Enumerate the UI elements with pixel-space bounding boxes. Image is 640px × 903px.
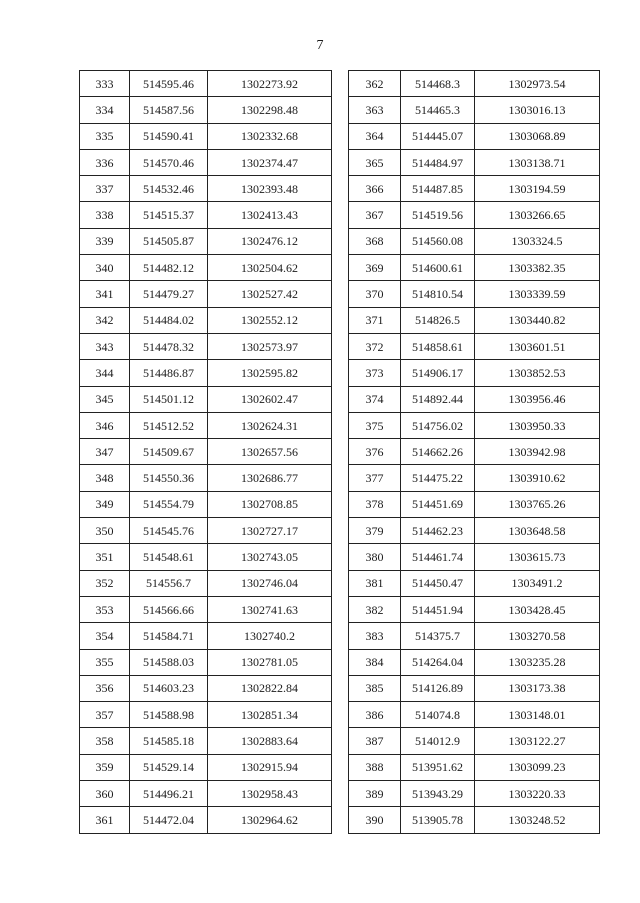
point-number-cell: 383 [349,623,401,649]
table-row [349,412,600,438]
x-coordinate-cell: 514501.12 [130,386,208,412]
x-coordinate-cell: 514505.87 [130,228,208,254]
point-number-cell: 368 [349,228,401,254]
y-coordinate-cell: 1303852.53 [475,360,600,386]
x-coordinate-cell: 514450.47 [401,570,475,596]
table-row [349,518,600,544]
y-coordinate-cell: 1302743.05 [208,544,332,570]
point-number-cell: 374 [349,386,401,412]
table-row [349,71,600,97]
table-row [80,439,332,465]
y-coordinate-cell: 1302958.43 [208,781,332,807]
point-number-cell: 340 [80,255,130,281]
y-coordinate-cell: 1302573.97 [208,333,332,359]
y-coordinate-cell: 1302527.42 [208,281,332,307]
y-coordinate-cell: 1302595.82 [208,360,332,386]
y-coordinate-cell: 1303266.65 [475,202,600,228]
table-row [80,702,332,728]
x-coordinate-cell: 514532.46 [130,176,208,202]
y-coordinate-cell: 1302393.48 [208,176,332,202]
y-coordinate-cell: 1303428.45 [475,596,600,622]
point-number-cell: 390 [349,807,401,833]
y-coordinate-cell: 1303491.2 [475,570,600,596]
table-row [80,281,332,307]
coordinate-table-right [348,70,600,834]
point-number-cell: 386 [349,702,401,728]
table-row [80,675,332,701]
point-number-cell: 387 [349,728,401,754]
table-row [80,71,332,97]
x-coordinate-cell: 514126.89 [401,675,475,701]
point-number-cell: 338 [80,202,130,228]
point-number-cell: 358 [80,728,130,754]
x-coordinate-cell: 514529.14 [130,754,208,780]
point-number-cell: 348 [80,465,130,491]
point-number-cell: 337 [80,176,130,202]
x-coordinate-cell: 514445.07 [401,123,475,149]
x-coordinate-cell: 514560.08 [401,228,475,254]
point-number-cell: 382 [349,596,401,622]
point-number-cell: 361 [80,807,130,833]
x-coordinate-cell: 513905.78 [401,807,475,833]
y-coordinate-cell: 1303765.26 [475,491,600,517]
y-coordinate-cell: 1302964.62 [208,807,332,833]
point-number-cell: 362 [349,71,401,97]
table-row [80,623,332,649]
point-number-cell: 371 [349,307,401,333]
point-number-cell: 373 [349,360,401,386]
x-coordinate-cell: 514590.41 [130,123,208,149]
x-coordinate-cell: 514264.04 [401,649,475,675]
y-coordinate-cell: 1302624.31 [208,412,332,438]
y-coordinate-cell: 1303615.73 [475,544,600,570]
x-coordinate-cell: 514486.87 [130,360,208,386]
table-row [80,97,332,123]
table-row [349,360,600,386]
x-coordinate-cell: 514487.85 [401,176,475,202]
y-coordinate-cell: 1302332.68 [208,123,332,149]
point-number-cell: 352 [80,570,130,596]
x-coordinate-cell: 514451.94 [401,596,475,622]
x-coordinate-cell: 514548.61 [130,544,208,570]
point-number-cell: 366 [349,176,401,202]
coordinate-table-left [79,70,332,834]
x-coordinate-cell: 514566.66 [130,596,208,622]
table-row [349,675,600,701]
x-coordinate-cell: 514906.17 [401,360,475,386]
x-coordinate-cell: 514509.67 [130,439,208,465]
table-row [80,544,332,570]
table-row [349,333,600,359]
point-number-cell: 360 [80,781,130,807]
y-coordinate-cell: 1302602.47 [208,386,332,412]
y-coordinate-cell: 1302740.2 [208,623,332,649]
y-coordinate-cell: 1303440.82 [475,307,600,333]
table-row [349,176,600,202]
y-coordinate-cell: 1303248.52 [475,807,600,833]
point-number-cell: 342 [80,307,130,333]
x-coordinate-cell: 514858.61 [401,333,475,359]
point-number-cell: 335 [80,123,130,149]
point-number-cell: 377 [349,465,401,491]
point-number-cell: 384 [349,649,401,675]
table-row [80,596,332,622]
x-coordinate-cell: 514462.23 [401,518,475,544]
point-number-cell: 389 [349,781,401,807]
table-row [349,491,600,517]
x-coordinate-cell: 514461.74 [401,544,475,570]
x-coordinate-cell: 514588.03 [130,649,208,675]
point-number-cell: 357 [80,702,130,728]
table-row [80,149,332,175]
x-coordinate-cell: 514545.76 [130,518,208,544]
y-coordinate-cell: 1303601.51 [475,333,600,359]
y-coordinate-cell: 1303068.89 [475,123,600,149]
point-number-cell: 372 [349,333,401,359]
table-row [349,570,600,596]
table-row [80,202,332,228]
point-number-cell: 379 [349,518,401,544]
x-coordinate-cell: 514519.56 [401,202,475,228]
table-row [80,123,332,149]
x-coordinate-cell: 514074.8 [401,702,475,728]
x-coordinate-cell: 514465.3 [401,97,475,123]
x-coordinate-cell: 514475.22 [401,465,475,491]
x-coordinate-cell: 514600.61 [401,255,475,281]
table-row [80,333,332,359]
point-number-cell: 356 [80,675,130,701]
x-coordinate-cell: 514482.12 [130,255,208,281]
y-coordinate-cell: 1302686.77 [208,465,332,491]
x-coordinate-cell: 514478.32 [130,333,208,359]
table-row [349,123,600,149]
table-row [80,307,332,333]
x-coordinate-cell: 514584.71 [130,623,208,649]
y-coordinate-cell: 1303270.58 [475,623,600,649]
y-coordinate-cell: 1302973.54 [475,71,600,97]
table-row [80,228,332,254]
x-coordinate-cell: 514375.7 [401,623,475,649]
y-coordinate-cell: 1303942.98 [475,439,600,465]
y-coordinate-cell: 1303910.62 [475,465,600,491]
x-coordinate-cell: 514810.54 [401,281,475,307]
point-number-cell: 341 [80,281,130,307]
table-row [80,360,332,386]
table-row [349,649,600,675]
point-number-cell: 375 [349,412,401,438]
y-coordinate-cell: 1302708.85 [208,491,332,517]
table-row [80,649,332,675]
table-row [349,439,600,465]
table-row [349,149,600,175]
x-coordinate-cell: 514012.9 [401,728,475,754]
y-coordinate-cell: 1302298.48 [208,97,332,123]
table-row [80,255,332,281]
table-row [349,623,600,649]
y-coordinate-cell: 1303138.71 [475,149,600,175]
point-number-cell: 343 [80,333,130,359]
table-row [80,754,332,780]
table-row [80,176,332,202]
table-row [80,491,332,517]
x-coordinate-cell: 514468.3 [401,71,475,97]
y-coordinate-cell: 1303235.28 [475,649,600,675]
point-number-cell: 381 [349,570,401,596]
table-row [349,596,600,622]
point-number-cell: 369 [349,255,401,281]
table-row [349,807,600,833]
point-number-cell: 347 [80,439,130,465]
point-number-cell: 336 [80,149,130,175]
point-number-cell: 333 [80,71,130,97]
x-coordinate-cell: 514512.52 [130,412,208,438]
point-number-cell: 385 [349,675,401,701]
x-coordinate-cell: 514756.02 [401,412,475,438]
point-number-cell: 351 [80,544,130,570]
y-coordinate-cell: 1302273.92 [208,71,332,97]
table-row [80,570,332,596]
y-coordinate-cell: 1302413.43 [208,202,332,228]
table-row [349,728,600,754]
point-number-cell: 364 [349,123,401,149]
y-coordinate-cell: 1303220.33 [475,781,600,807]
x-coordinate-cell: 514585.18 [130,728,208,754]
x-coordinate-cell: 514479.27 [130,281,208,307]
y-coordinate-cell: 1302851.34 [208,702,332,728]
y-coordinate-cell: 1302476.12 [208,228,332,254]
point-number-cell: 370 [349,281,401,307]
table-row [349,386,600,412]
table-row [80,518,332,544]
point-number-cell: 339 [80,228,130,254]
point-number-cell: 388 [349,754,401,780]
table-row [349,307,600,333]
y-coordinate-cell: 1302657.56 [208,439,332,465]
point-number-cell: 359 [80,754,130,780]
x-coordinate-cell: 514550.36 [130,465,208,491]
x-coordinate-cell: 514892.44 [401,386,475,412]
point-number-cell: 344 [80,360,130,386]
table-body-right [349,71,600,834]
x-coordinate-cell: 513943.29 [401,781,475,807]
point-number-cell: 380 [349,544,401,570]
x-coordinate-cell: 514588.98 [130,702,208,728]
point-number-cell: 365 [349,149,401,175]
x-coordinate-cell: 514603.23 [130,675,208,701]
x-coordinate-cell: 514554.79 [130,491,208,517]
point-number-cell: 334 [80,97,130,123]
y-coordinate-cell: 1303122.27 [475,728,600,754]
point-number-cell: 354 [80,623,130,649]
table-row [349,97,600,123]
point-number-cell: 346 [80,412,130,438]
point-number-cell: 350 [80,518,130,544]
y-coordinate-cell: 1302746.04 [208,570,332,596]
point-number-cell: 367 [349,202,401,228]
x-coordinate-cell: 514472.04 [130,807,208,833]
table-row [349,281,600,307]
y-coordinate-cell: 1302741.63 [208,596,332,622]
x-coordinate-cell: 514662.26 [401,439,475,465]
table-row [80,465,332,491]
x-coordinate-cell: 513951.62 [401,754,475,780]
table-row [349,228,600,254]
y-coordinate-cell: 1302504.62 [208,255,332,281]
x-coordinate-cell: 514595.46 [130,71,208,97]
table-row [80,728,332,754]
y-coordinate-cell: 1303173.38 [475,675,600,701]
y-coordinate-cell: 1303648.58 [475,518,600,544]
page-number: 7 [316,38,324,53]
table-row [349,781,600,807]
y-coordinate-cell: 1302374.47 [208,149,332,175]
y-coordinate-cell: 1303382.35 [475,255,600,281]
table-row [80,807,332,833]
point-number-cell: 363 [349,97,401,123]
y-coordinate-cell: 1302781.05 [208,649,332,675]
point-number-cell: 353 [80,596,130,622]
point-number-cell: 376 [349,439,401,465]
y-coordinate-cell: 1302822.84 [208,675,332,701]
table-body-left [80,71,332,834]
y-coordinate-cell: 1303016.13 [475,97,600,123]
table-row [349,255,600,281]
point-number-cell: 378 [349,491,401,517]
table-row [80,412,332,438]
y-coordinate-cell: 1302552.12 [208,307,332,333]
y-coordinate-cell: 1303950.33 [475,412,600,438]
y-coordinate-cell: 1303099.23 [475,754,600,780]
x-coordinate-cell: 514484.97 [401,149,475,175]
table-row [349,202,600,228]
table-row [80,781,332,807]
y-coordinate-cell: 1302883.64 [208,728,332,754]
point-number-cell: 349 [80,491,130,517]
x-coordinate-cell: 514826.5 [401,307,475,333]
table-row [349,702,600,728]
table-row [349,544,600,570]
y-coordinate-cell: 1303956.46 [475,386,600,412]
point-number-cell: 345 [80,386,130,412]
x-coordinate-cell: 514587.56 [130,97,208,123]
x-coordinate-cell: 514570.46 [130,149,208,175]
point-number-cell: 355 [80,649,130,675]
table-row [80,386,332,412]
y-coordinate-cell: 1303148.01 [475,702,600,728]
y-coordinate-cell: 1302727.17 [208,518,332,544]
table-row [349,465,600,491]
x-coordinate-cell: 514515.37 [130,202,208,228]
y-coordinate-cell: 1303194.59 [475,176,600,202]
table-row [349,754,600,780]
y-coordinate-cell: 1302915.94 [208,754,332,780]
x-coordinate-cell: 514496.21 [130,781,208,807]
y-coordinate-cell: 1303339.59 [475,281,600,307]
x-coordinate-cell: 514451.69 [401,491,475,517]
x-coordinate-cell: 514556.7 [130,570,208,596]
x-coordinate-cell: 514484.02 [130,307,208,333]
y-coordinate-cell: 1303324.5 [475,228,600,254]
